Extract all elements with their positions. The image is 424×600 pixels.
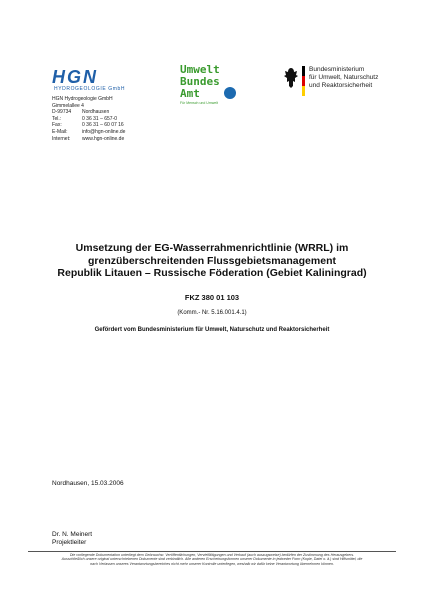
hgn-contact-label: Internet: [52, 135, 71, 142]
hgn-address-block [52, 96, 125, 142]
footer-line: Ausschließlich unsere original unterschriebenen Dokumente sind verbindlich. Alle anderen Erscheinungsformen unserer Dokumente in jedweder Form (Kopie, Datei o. ä.) sind Hilfsmittel, die [61, 557, 363, 562]
hgn-contact-row [52, 122, 125, 129]
hgn-contact-value: 0 36 31 – 60 07 16 [82, 122, 124, 129]
hgn-city: Nordhausen [82, 109, 110, 116]
uba-logo-line: Bundes [180, 75, 220, 88]
footer-line: nach Verlassen unseres Verantwortungsbereiches nicht mehr unserer Kontrolle unterliegen, weshalb wir dafür keine Verantwortung übernehmen können. [90, 561, 334, 566]
hgn-logo-subtitle: HYDROGEOLOGIE GmbH [54, 86, 126, 92]
commission-number: (Komm.- Nr. 5.16.001.4.1) [177, 310, 247, 316]
fkz-number: FKZ 380 01 103 [184, 293, 240, 302]
hgn-city-code: D-99734 [52, 109, 72, 116]
uba-logo-line: Umwelt [180, 63, 220, 76]
hgn-contact-row [52, 116, 125, 123]
footer-divider [28, 551, 396, 552]
uba-logo-line: Amt [180, 87, 200, 100]
hgn-contact-label: Fax: [52, 122, 62, 129]
signer-name: Dr. N. Meinert [52, 531, 93, 538]
title-line: Umsetzung der EG-Wasserrahmenrichtlinie (WRRL) im [75, 242, 349, 254]
hgn-company: HGN Hydrogeologie GmbH [52, 96, 113, 102]
bmu-logo-line: Bundesministerium [309, 66, 365, 73]
uba-logo [180, 64, 238, 105]
signer-block [52, 531, 92, 547]
title-line: Republik Litauen – Russische Föderation (Gebiet Kaliningrad) [57, 267, 367, 279]
footer-line: Die vorliegende Dokumentation unterliegt dem Gebrauchsr. Veröffentlichungen, Vervielfältigungen und Verkauf (auch auszugsweise) bedürfen der Zustimmung des Herausgebers. [69, 553, 355, 557]
hgn-city-row [52, 109, 125, 116]
bmu-logo-line: für Umwelt, Naturschutz [309, 74, 379, 81]
hgn-contact-row [52, 136, 125, 143]
hgn-street: Gimmelallee 4 [52, 102, 84, 109]
bmu-logo-line: und Reaktorsicherheit [309, 82, 373, 89]
title-line: grenzüberschreitenden Flussgebietsmanagement [88, 254, 336, 267]
hgn-logo: HGN [52, 67, 98, 87]
document-title [20, 242, 404, 280]
german-flag-icon [302, 66, 305, 96]
hgn-website-link[interactable]: www.hgn-online.de [82, 135, 125, 142]
funding-note: Gefördert vom Bundesministerium für Umwelt, Naturschutz und Reaktorsicherheit [94, 327, 330, 333]
hgn-email-link[interactable]: info@hgn-online.de [82, 128, 126, 135]
signer-role: Projektleiter [52, 539, 87, 546]
bmu-logo-text [309, 66, 378, 90]
place-date: Nordhausen, 15.03.2006 [52, 480, 124, 487]
uba-emblem-icon [224, 87, 236, 99]
footer-disclaimer [28, 553, 396, 566]
hgn-contact-value: 0 36 31 – 657-0 [82, 115, 118, 122]
hgn-contact-label: Tel.: [52, 115, 62, 122]
uba-tagline: Für Mensch und Umwelt [180, 101, 218, 105]
federal-eagle-icon [284, 67, 298, 89]
hgn-contact-label: E-Mail: [52, 128, 68, 135]
hgn-contact-row [52, 129, 125, 136]
